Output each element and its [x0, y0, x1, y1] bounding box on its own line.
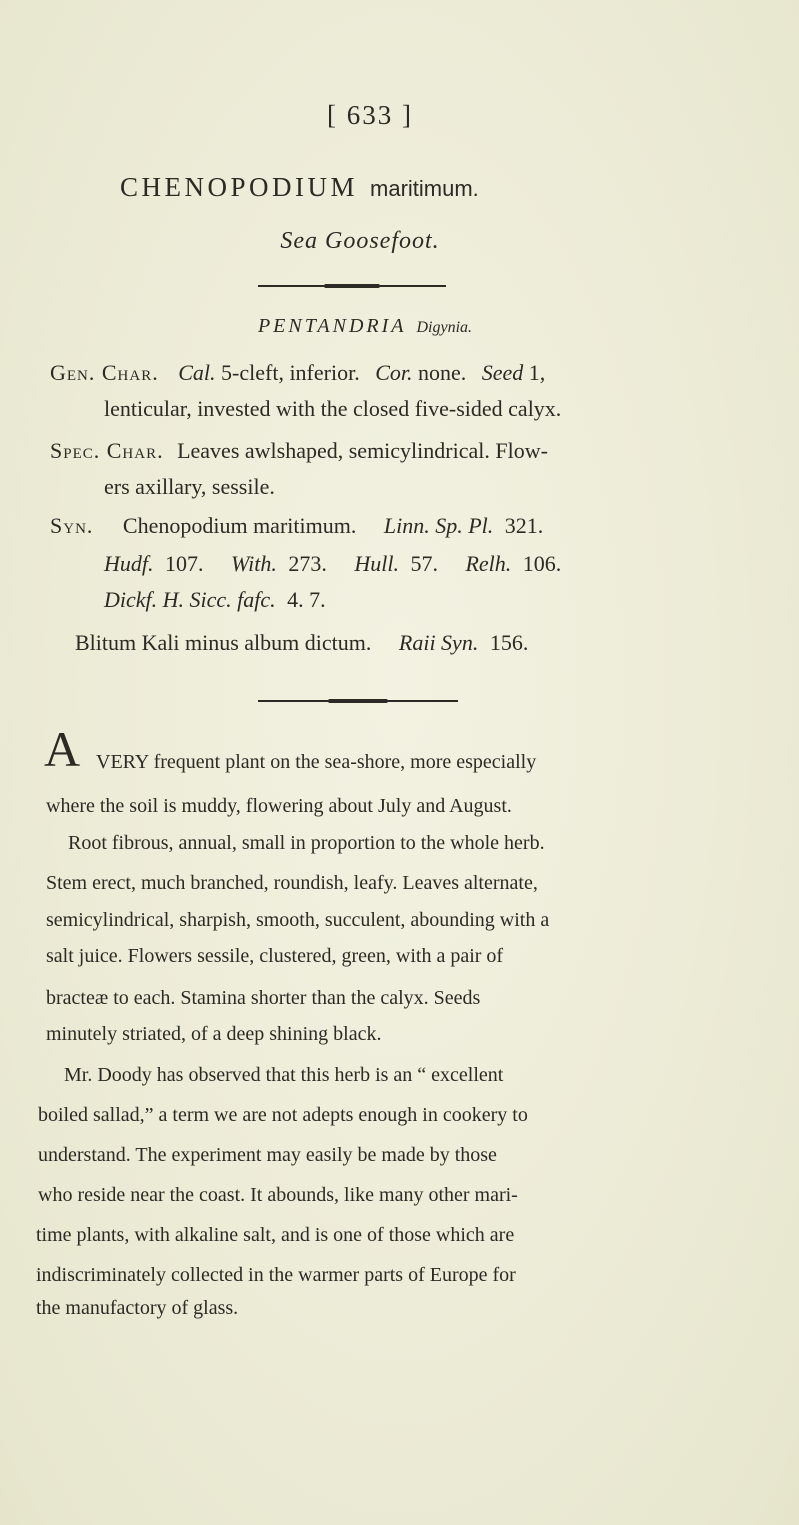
body-line: bracteæ to each. Stamina shorter than the calyx. Seeds: [46, 987, 481, 1009]
drop-cap: A: [44, 721, 81, 777]
syn-2-b: 107.: [165, 551, 204, 576]
body-line: semicylindrical, sharpish, smooth, succulent, abounding with a: [46, 909, 550, 931]
syn-label: Syn.: [50, 513, 94, 538]
gen-char-cor-text: none.: [418, 360, 467, 385]
class-name: PENTANDRIA: [257, 315, 407, 337]
ornamental-rule-2: [258, 700, 458, 702]
syn-4-a: Blitum Kali minus album dictum.: [75, 630, 372, 655]
syn-1-b: Linn. Sp. Pl.: [383, 513, 494, 538]
gen-char-cor: Cor.: [375, 360, 413, 385]
gen-char-seed-text: 1,: [528, 360, 546, 385]
syn-line-2: [104, 553, 561, 575]
species-title: [120, 172, 479, 203]
body-line: indiscriminately collected in the warmer parts of Europe for: [36, 1264, 516, 1286]
gen-char-label: Gen. Char.: [50, 360, 159, 385]
order-name: Digynia.: [416, 319, 473, 336]
spec-char-label: Spec. Char.: [50, 438, 164, 463]
syn-4-c: 156.: [489, 630, 529, 655]
page-number: [ 633 ]: [327, 100, 413, 130]
syn-1-c: 321.: [504, 513, 544, 538]
spec-char-line-1: [50, 440, 548, 462]
genus-name: CHENOPODIUM: [120, 172, 359, 202]
common-name: Sea Goosefoot.: [280, 228, 440, 254]
spec-char-line-2: ers axillary, sessile.: [104, 474, 275, 499]
gen-char-line-1: [50, 362, 545, 384]
syn-2-f: 57.: [410, 551, 438, 576]
syn-3-a: Dickf. H. Sicc. fafc.: [104, 587, 276, 612]
gen-char-cal-text: 5-cleft, inferior.: [221, 360, 360, 385]
body-line: the manufactory of glass.: [36, 1297, 239, 1319]
body-line: where the soil is muddy, flowering about July and August.: [46, 795, 512, 817]
body-line: boiled sallad,” a term we are not adepts enough in cookery to: [38, 1104, 528, 1126]
spec-char-text-1: Leaves awlshaped, semicylindrical. Flow-: [177, 438, 548, 463]
syn-1-a: Chenopodium maritimum.: [122, 513, 357, 538]
gen-char-line-2: lenticular, invested with the closed five-sided calyx.: [104, 396, 562, 421]
syn-4-b: Raii Syn.: [398, 630, 479, 655]
body-line: Stem erect, much branched, roundish, leafy. Leaves alternate,: [46, 872, 538, 894]
syn-line-4: [75, 632, 528, 654]
syn-line-3: [104, 589, 326, 611]
body-line: time plants, with alkaline salt, and is one of those which are: [36, 1224, 515, 1246]
syn-2-c: With.: [231, 551, 277, 576]
gen-char-cal: Cal.: [178, 360, 216, 385]
syn-line-1: [50, 515, 543, 537]
syn-2-e: Hull.: [354, 551, 399, 576]
syn-2-g: Relh.: [465, 551, 512, 576]
body-line: VERY frequent plant on the sea-shore, more especially: [96, 751, 537, 773]
syn-3-b: 4. 7.: [287, 587, 326, 612]
syn-2-a: Hudf.: [104, 551, 154, 576]
body-line: salt juice. Flowers sessile, clustered, green, with a pair of: [46, 945, 504, 967]
body-line: Root fibrous, annual, small in proportion to the whole herb.: [68, 832, 545, 854]
gen-char-seed: Seed: [481, 360, 524, 385]
body-line: minutely striated, of a deep shining black.: [46, 1023, 382, 1045]
body-line: understand. The experiment may easily be made by those: [38, 1144, 497, 1166]
syn-2-h: 106.: [522, 551, 562, 576]
ornamental-rule: [258, 285, 446, 287]
body-line: who reside near the coast. It abounds, like many other mari-: [38, 1184, 518, 1206]
species-epithet: maritimum.: [370, 176, 479, 201]
syn-2-d: 273.: [288, 551, 327, 576]
linnaean-classification: [0, 315, 730, 338]
body-line: Mr. Doody has observed that this herb is an “ excellent: [64, 1064, 504, 1086]
